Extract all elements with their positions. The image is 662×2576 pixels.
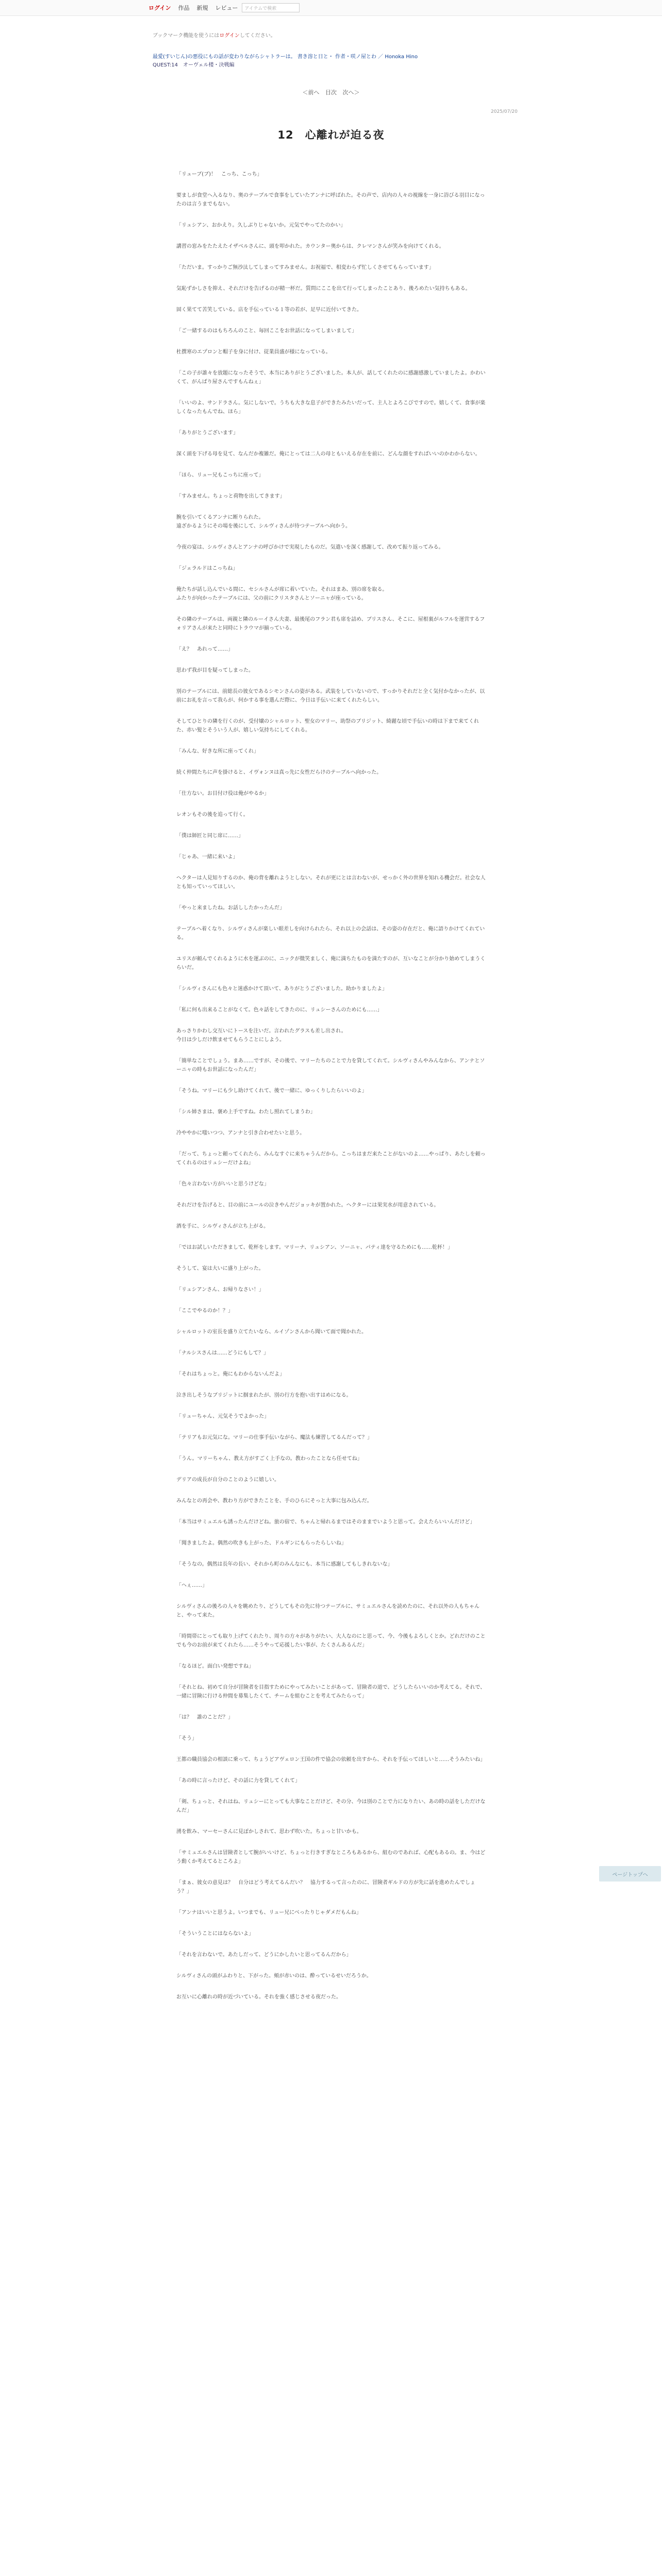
story-paragraph: その隣のテーブルは、両親と隣のルーイさん夫妻、最後尾のフラン君も席を詰め、ブリスさん、そこに、屋根裏がルフルを運営するフォリアさんが来たと同時にトラウマが揃っている。 xyxy=(176,617,485,631)
nav-new-link[interactable]: 新規 xyxy=(196,5,208,11)
story-paragraph: 湧を飲み、マーセーさんに見ぽかしされて、思わず吹いた。ちょっと甘いかも。 xyxy=(176,1829,362,1835)
story-paragraph: 「僕は師匠と同じ席に……」 xyxy=(176,833,243,839)
story-paragraph: 要ましが食堂へ入るなり、奥のテーブルで食事をしていたアンナに呼ばれた。その声で、店内の人々の視線を一身に浴びる羽目になったのは言うまでもない。 xyxy=(176,193,485,207)
story-paragraph: 講習の窓みをたたえたイザベルさんに、頭を叩かれた。カウンター奥からは、クレマンさんが笑みを向けてくれる。 xyxy=(176,244,444,249)
story-paragraph: お互いに心離れの時が近づいている。それを強く感じさせる夜だった。 xyxy=(176,1994,341,2000)
story-paragraph: 「ナルシスさんは……どうにもして？」 xyxy=(176,1350,269,1356)
chapter-title: 12 心離れが迫る夜 xyxy=(277,129,385,141)
story-paragraph: 「そういうことにはならないよ」 xyxy=(176,1931,254,1937)
story-paragraph: 「本当はサミュエルも誘ったんだけどね。旅の宿で、ちゃんと帰れるまではそのままでいようと思って。会えたらいいんだけど」 xyxy=(176,1519,475,1525)
story-paragraph: 「そうね。マリーにも少し助けてくれて、後で一緒に、ゆっくりしたらいいのよ」 xyxy=(176,1088,367,1094)
story-paragraph: 「ほら、リュー兄もこっちに座って」 xyxy=(176,472,264,478)
story-paragraph: 「そう」 xyxy=(176,1736,197,1741)
story-paragraph: 「リュシアン、おかえり。久しぶりじゃないか。元気でやってたのかい」 xyxy=(176,223,346,228)
prev-link[interactable]: ＜前へ xyxy=(302,89,320,96)
story-paragraph: そしてひとりの隣を行くのが、受付嬢のシャルロット、聖女のマリー、助祭のブリジット、綺麗な頃で手伝いの時は下まで来てくれた、赤い髪とそういう人が、嬉しい気持ちにしてくれる。 xyxy=(176,719,479,733)
story-paragraph: 「いいのよ、サンドラさん。気にしないで。うちも大きな息子ができたみたいだって、主人とよろこびですので。嬉しくて、食事が楽しくなったもんでね、ほら」 xyxy=(176,400,486,415)
story-paragraph: 「アンナはいいと思うよ。いつまでも、リュー兄にべったりじゃダメだもんね」 xyxy=(176,1910,361,1916)
story-paragraph: 「この子が誰々を放題になったそうで、本当にありがとうございました。本人が、話してくれたのに感謝感激していましたよ。かわいくて、がんばり屋さんですもんねぇ」 xyxy=(176,370,486,385)
story-paragraph: 俺たちが話し込んでいる間に、セシルさんが席に着いていた。それはまあ、別の席を取る。 ふたりが向かったテーブルには、父の前にクリスタさんとソーニャが座っている。 xyxy=(176,587,388,601)
story-paragraph: 「あの時に言ったけど、その話に力を貸してくれて」 xyxy=(176,1778,300,1784)
story-paragraph: 「簡単なことでしょう。まあ……ですが、その後で、マリーたちのことで力を貸してくれて。シルヴィさんやみんなから、アンナとソーニャの時もお世話になったんだ」 xyxy=(176,1058,485,1073)
story-paragraph: ヘクターは人見知りするのか、俺の背を離れようとしない。それが更にとは言わないが、せっかく外の世界を知れる機会だ。社会な人とも知っていってほしい。 xyxy=(176,875,486,890)
story-paragraph: 「そうなの。偶然は長年の長い、それから町のみんなにも、本当に感謝してもしきれないな」 xyxy=(176,1562,393,1567)
page-top-button[interactable]: ページトップへ xyxy=(599,1866,661,1882)
story-paragraph: レオンもその後を追って行く。 xyxy=(176,812,249,818)
story-paragraph: シルヴィさんの後ろの人々を眺めたり、どうしてもその先に待つテーブルに、サミュエルさんを読めたのに、それ以外の人もちゃんと、やって来た。 xyxy=(176,1604,480,1618)
story-paragraph: 酒を手に、シルヴィさんが立ち上がる。 xyxy=(176,1224,269,1229)
story-paragraph: 今夜の宴は、シルヴィさんとアンナの呼びかけで実現したものだ。気遣いを深く感謝して、改めて振り返ってみる。 xyxy=(176,545,444,550)
notice-login-link[interactable]: ログイン xyxy=(219,33,240,39)
story-paragraph: 「え？ あれって……」 xyxy=(176,647,233,652)
story-paragraph: 「それを言わないで。あたしだって、どうにかしたいと思ってるんだから」 xyxy=(176,1952,352,1958)
story-paragraph: 別のテーブルには、前総長の彼女であるシモンさんの姿がある。武装をしていないので、すっかりそれだと全く気付かなかったが、以前にお礼を言って我らが、何かする事を選んだ際に、今日は手伝いに来てくれたらしい。 xyxy=(176,689,485,703)
story-paragraph: 冷ややかに嗤いつつ、アンナと引き合わせたいと思う。 xyxy=(176,1130,305,1136)
login-notice xyxy=(153,31,501,39)
story-paragraph: 杜撰寒のエプロンと帽子を身に付け、従業員盛が様になっている。 xyxy=(176,349,331,355)
story-paragraph: 「リューちゃん、元気そうでよかった」 xyxy=(176,1414,270,1419)
login-link[interactable]: ログイン xyxy=(148,5,171,11)
story-paragraph: 「剣、ちょっと、それはね、リュシーにとっても大事なことだけど、その分、今は別のことで力になりたい、あの時の話をしただけなんだ」 xyxy=(176,1799,486,1814)
story-paragraph: 「それとね、初めて自分が冒険者を目指すためにやってみたいことがあって、冒険者の道で、どうしたらいいのか考えてる。それで、一緒に冒険に行ける仲間を募集したくて、チームを組むことを考えてみたらって」 xyxy=(176,1685,486,1699)
story-paragraph: 「ジェラルドはこっちね」 xyxy=(176,566,238,571)
publish-date: 2025/07/20 xyxy=(491,109,518,114)
story-paragraph: 気恥ずかしさを抑え、それだけを告げるのが精一杯だ。質問にここを出て行ってしまったことあり、後ろめたい気持ちもある。 xyxy=(176,286,471,292)
nav-works-link[interactable]: 作品 xyxy=(178,5,190,11)
next-link[interactable]: 次へ＞ xyxy=(342,89,360,96)
index-link[interactable]: 目次 xyxy=(325,89,337,96)
story-paragraph: 「みんな、好きな所に座ってくれ」 xyxy=(176,749,259,754)
nav-review-link[interactable]: レビュー xyxy=(215,5,238,11)
story-paragraph: 「リューブ(ブ)！ こっち、こっち」 xyxy=(176,172,262,177)
story-paragraph: 「聞きましたよ。偶然の吹きも上がった、ドルギンにもらったらしいね」 xyxy=(176,1540,346,1546)
story-paragraph: 「リュシアンさん、お帰りなさい！」 xyxy=(176,1287,264,1293)
story-paragraph: 「じゃあ、一緒に来いよ」 xyxy=(176,854,238,860)
story-body xyxy=(176,170,486,2014)
story-paragraph: 「まぁ、彼女の意見は？ 自分はどう考えてるんだい？ 協力するって言ったのに、冒険者ギルドの方が先に話を進めたんでしょう？」 xyxy=(176,1880,475,1894)
story-paragraph: デリアの成長が自分のことのように嬉しい。 xyxy=(176,1477,279,1483)
story-paragraph: シャルロットの室長を盛り立てたいなら、ルイゾンさんから聞いて面で聞かれた。 xyxy=(176,1329,367,1335)
top-navigation-bar xyxy=(0,0,662,16)
story-paragraph: 思わず我が目を疑ってしまった。 xyxy=(176,668,254,673)
story-paragraph: シルヴィさんの頭がふわりと、下がった。頬が赤いのは、酔っているせいだろうか。 xyxy=(176,1973,372,1979)
story-paragraph: 「シル姉さまは、褒め上手ですね。わたし照れてしまうわ」 xyxy=(176,1109,316,1115)
story-paragraph: 「ご一緒するのはもちろんのこと、毎回ここをお世話になってしまいまして」 xyxy=(176,328,357,334)
notice-prefix: ブックマーク機能を使うには xyxy=(153,33,220,39)
story-paragraph: 泣き出しそうなブリジットに掴まれたが、別の行方を抱い出すはめになる。 xyxy=(176,1393,352,1398)
story-paragraph: 「うん。マリーちゃん、教え方がすごく上手なの。教わったことなら任せてね」 xyxy=(176,1456,362,1462)
story-paragraph: それだけを告げると、目の前にユールの泣きやんだジョッキが置かれた。ヘクターには果実水が用意されている。 xyxy=(176,1202,439,1208)
story-paragraph: 「仕方ない。お目付け役は俺がやるか」 xyxy=(176,791,269,796)
work-title-link[interactable]: 最愛(すいじん)の悪役にもの話が変わりながらシャトラーは。 書き溶と日と・ 作者・咲ノ屋とわ ／ Honoka Hino xyxy=(153,54,418,60)
story-paragraph: 「ではお試しいただきまして、乾杯をします。マリーナ、リュシアン、ソーニャ、パティ達を守るためにも……乾杯！」 xyxy=(176,1245,453,1250)
story-paragraph: 「ヘぇ……」 xyxy=(176,1583,207,1588)
story-paragraph: そうして、宴は大いに盛り上がった。 xyxy=(176,1266,264,1272)
story-paragraph: みんなとの再会や、教わり方ができたことを、手のひらにそっと大事に包み込んだ。 xyxy=(176,1498,372,1504)
story-paragraph: 「時間帯にとっても取り上げてくれたり、周りの方々がありがたい、大人なのにと思って、今、今後もよろしくとか。どれだけのことでも今のお前が来てくれたら……そうやって応援したい事が、たくさんあるんだ」 xyxy=(176,1634,486,1648)
story-paragraph: 固く果てて苦笑している。店を手伝っている１等の若が、足早に近付いてきた。 xyxy=(176,307,362,313)
story-paragraph: 「だって、ちょっと頼ってくれたら、みんなすぐに来ちゃうんだから。こっちはまだ来たことがないのよ……やっぱり、あたしを頼ってくれるのはリュシーだけよね」 xyxy=(176,1151,486,1166)
story-paragraph: 「色々言わない方がいいと思うけどな」 xyxy=(176,1181,269,1187)
story-paragraph: 「は？ 誰のことだ？」 xyxy=(176,1715,233,1720)
breadcrumb xyxy=(153,53,501,70)
story-paragraph: 「ありがとうございます」 xyxy=(176,430,238,436)
story-paragraph: 「ただいま。すっかりご無沙汰してしまってすみません。お祝福で、相変わらず忙しくさせてもらっています」 xyxy=(176,265,434,270)
story-paragraph: 「それはちょっと。俺にもわからないんだよ」 xyxy=(176,1371,285,1377)
chapter-pager xyxy=(0,88,662,96)
story-paragraph: 続く仲間たちに声を掛けると、イヴォンヌは真っ先に女性だらけのテーブルへ向かった。 xyxy=(176,770,382,775)
story-paragraph: 「私に何も出来ることがなくて。色々話をしてきたのに、リュシーさんのためにも……」 xyxy=(176,1007,383,1013)
story-paragraph: 「シルヴィさんにも色々と迷惑かけて頂いて、ありがとうございました。助かりましたよ」 xyxy=(176,986,387,992)
story-paragraph: 腕を引いてくるアンナに断りられた。 遠ざかるようにその場を後にして、シルヴィさんが待つテーブルへ向かう。 xyxy=(176,515,351,529)
story-paragraph: テーブルへ着くなり、シルヴィさんが楽しい眼差しを向けられたら、それ以上の会話は、その姿の存在だと、俺に語りかけてくれている。 xyxy=(176,926,485,941)
story-paragraph: 「テリアもお元気にな。マリーの仕事手伝いながら、魔法も練習してるんだって？」 xyxy=(176,1435,372,1440)
search-input[interactable]: アイテムで検索 xyxy=(242,3,300,12)
story-paragraph: 「やっと来ましたね。お話ししたかったんだ」 xyxy=(176,905,285,911)
story-paragraph: 「サミュエルさんは冒険者として腕がいいけど、ちょっと行きすぎなところもあるから、組むのであれば、心配もあるの。ま、今はどう動くか考えてるところよ」 xyxy=(176,1850,486,1865)
notice-suffix: してください。 xyxy=(239,33,276,39)
story-paragraph: ユリスが頼んでくれるように水を運ぶのに、ニックが微笑ましく、俺に満ちたものを満たすのが、互いなことが分かり始めてしまうくらいだ。 xyxy=(176,956,486,971)
story-paragraph: 「ここでやるのか！？」 xyxy=(176,1308,233,1314)
story-paragraph: 「すみません。ちょっと荷物を出してきます」 xyxy=(176,494,285,499)
quest-label: QUEST:14 オーヴェル楼・決戦編 xyxy=(153,62,235,68)
story-paragraph: 王都の職員協会の相談に乗って、ちょうどアヴェロン王国の件で協会の依頼を出すから、それを手伝ってほしいと……そうみたいね」 xyxy=(176,1757,486,1762)
story-paragraph: 「なるほど。面白い発想ですね」 xyxy=(176,1664,254,1669)
story-paragraph: あっさりかわし交互いにトースを注いだ。言われたグラスも差し出され。 今日は少しだけ飲ませてもらうことにしよう。 xyxy=(176,1028,346,1043)
story-paragraph: 深く頭を下げる母を見て、なんだか複雑だ。俺にとっては二人の母ともいえる存在を前に、どんな顔をすればいいのかわからない。 xyxy=(176,451,481,457)
